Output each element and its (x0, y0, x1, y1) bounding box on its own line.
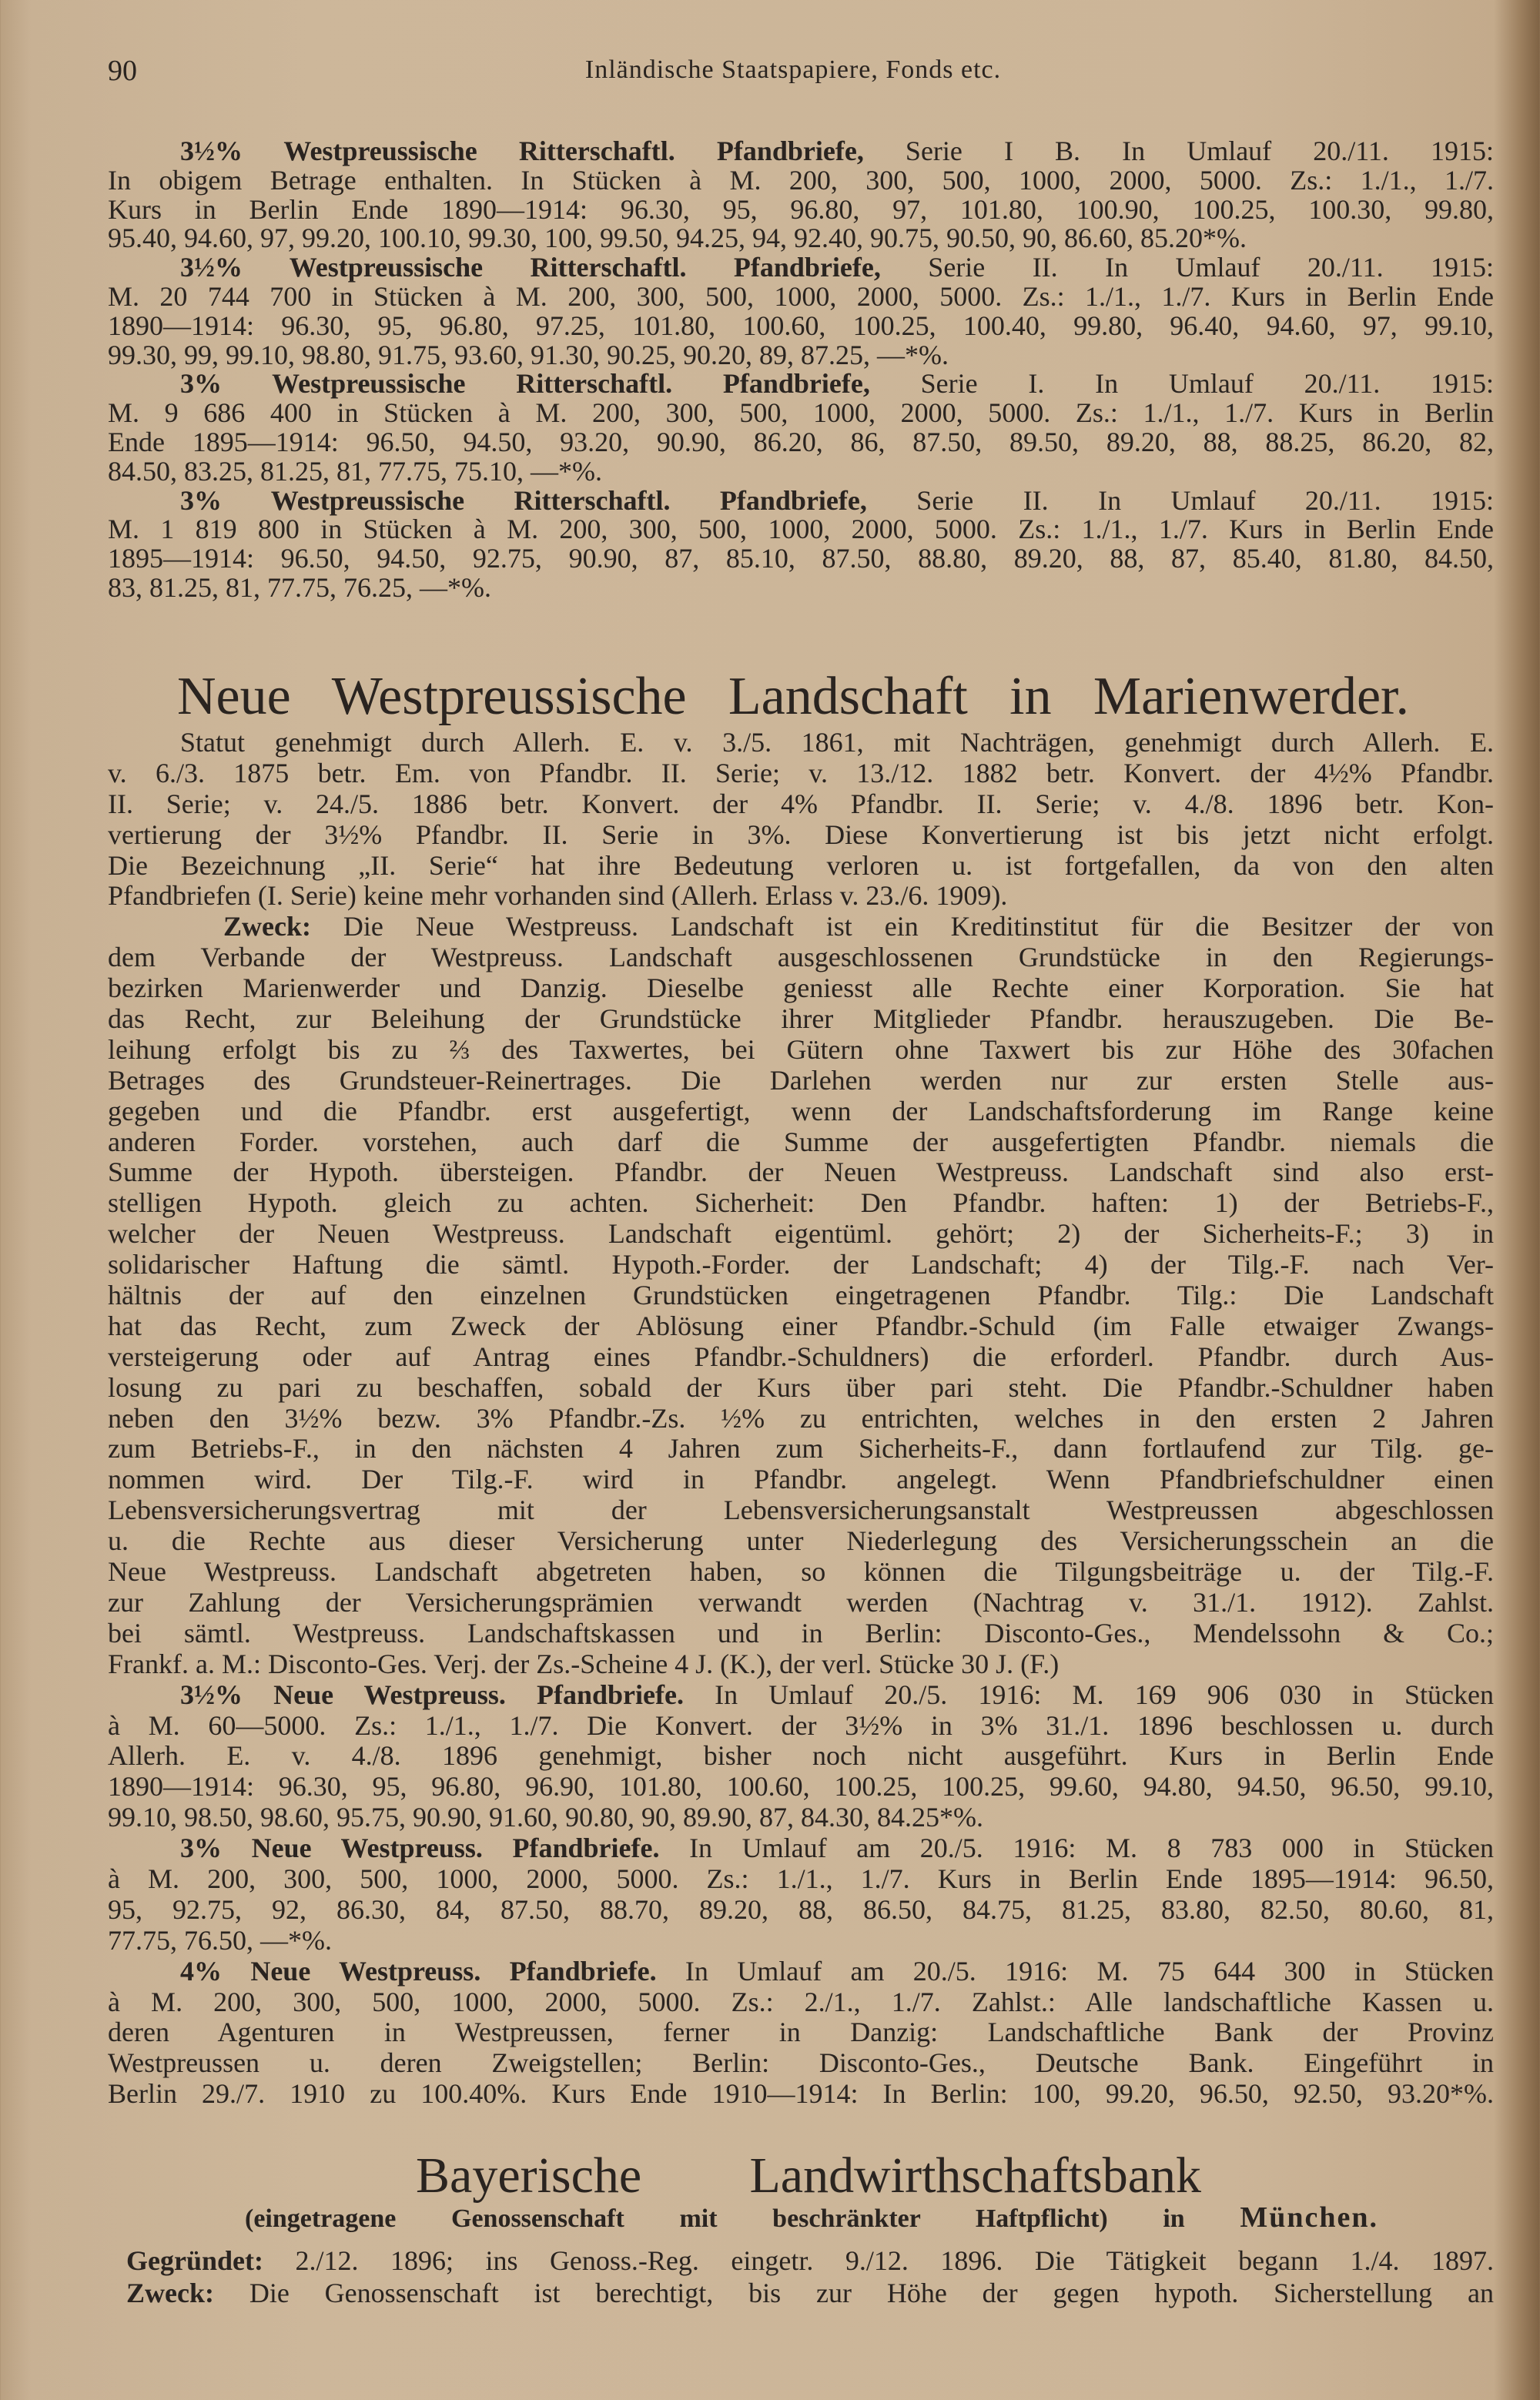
line-text: 83, 81.25, 81, 77.75, 76.25, —*%. (108, 571, 491, 603)
text-line (108, 253, 1494, 283)
paragraph (108, 728, 1494, 912)
line-text: bei sämtl. Westpreuss. Landschaftskassen und in Berlin: Disconto-Ges., Mendelssohn & Co.; (108, 1617, 1494, 1649)
line-text: M. 1 819 800 in Stücken à M. 200, 300, 500, 1000, 2000, 5000. Zs.: 1./1., 1./7. Kurs in Berlin Ende (108, 514, 1494, 545)
line-text: Betrages des Grundsteuer-Reinertrages. Die Darlehen werden nur zur ersten Stelle aus- (108, 1064, 1494, 1096)
text-line (108, 1464, 1494, 1495)
text-line (108, 942, 1494, 973)
paragraph-lead: 3% Westpreussische Ritterschaftl. Pfandbriefe, (180, 368, 870, 400)
paragraph-lead: Zweck: (223, 911, 311, 942)
text-line (108, 1280, 1494, 1311)
text-line (108, 1772, 1494, 1803)
line-text: 1890—1914: 96.30, 95, 96.80, 97.25, 101.80, 100.60, 100.25, 100.40, 99.80, 96.40, 94.60, 97, 99.10, (108, 310, 1494, 341)
line-text: nommen wird. Der Tilg.-F. wird in Pfandbr. angelegt. Wenn Pfandbriefschuldner einen (108, 1464, 1494, 1495)
line-text: 99.30, 99, 99.10, 98.80, 91.75, 93.60, 91.30, 90.25, 90.20, 89, 87.25, —*%. (108, 339, 949, 370)
text-line (108, 758, 1494, 789)
section-subtitle (245, 2201, 1378, 2236)
text-line (108, 2244, 1494, 2277)
line-text: Statut genehmigt durch Allerh. E. v. 3./5. 1861, mit Nachträgen, genehmigt durch Allerh. E. (180, 727, 1494, 758)
line-text: 84.50, 83.25, 81.25, 81, 77.75, 75.10, —*%. (108, 455, 602, 487)
line-text: Die Bezeichnung „II. Serie“ hat ihre Bedeutung verloren u. ist fortgefallen, da von den alten (108, 849, 1494, 881)
text-line (108, 137, 1494, 166)
line-text: hältnis der auf den einzelnen Grundstücken eingetragenen Pfandbr. Tilg.: Die Landschaft (108, 1280, 1494, 1311)
section-heading-neue-westpreussische-landschaft: Neue Westpreussische Landschaft in Marienwerder. (177, 667, 1409, 726)
line-text: 1890—1914: 96.30, 95, 96.80, 96.90, 101.80, 100.60, 100.25, 100.25, 99.60, 94.80, 94.50, 96.50, 99.10, (108, 1771, 1494, 1803)
line-text: gegeben und die Pfandbr. erst ausgefertigt, wenn der Landschaftsforderung im Range keine (108, 1095, 1494, 1126)
text-line (108, 728, 1494, 758)
text-line (108, 851, 1494, 882)
line-text: v. 6./3. 1875 betr. Em. von Pfandbr. II. Serie; v. 13./12. 1882 betr. Konvert. der 4½% Pfandbr. (108, 757, 1494, 788)
line-text: versteigerung oder auf Antrag eines Pfandbr.-Schuldners) die erforderl. Pfandbr. durch Aus- (108, 1341, 1494, 1372)
line-text: hat das Recht, zum Zweck der Ablösung einer Pfandbr.-Schuld (im Falle etwaiger Zwangs- (108, 1310, 1494, 1341)
text-line (108, 193, 1494, 225)
line-text: vertierung der 3½% Pfandbr. II. Serie in 3%. Diese Konvertierung ist bis jetzt nicht erfolgt. (108, 818, 1494, 850)
line-text: 95.40, 94.60, 97, 99.20, 100.10, 99.30, 100, 99.50, 94.25, 94, 92.40, 90.75, 90.50, 90, 86.60, 85.20*%. (108, 223, 1247, 254)
text-line (108, 399, 1494, 428)
text-line (108, 1987, 1494, 2018)
line-text: In Umlauf 20./5. 1916: M. 169 906 030 in Stücken (683, 1679, 1495, 1710)
text-line (108, 515, 1494, 544)
line-text: solidarischer Haftung die sämtl. Hypoth.-Forder. der Landschaft; 4) der Tilg.-F. nach Ver- (108, 1249, 1494, 1280)
text-line (108, 973, 1494, 1004)
line-text: u. die Rechte aus dieser Versicherung unter Niederlegung des Versicherungsschein an die (108, 1525, 1494, 1557)
text-line (108, 2048, 1494, 2079)
paragraph-lead: Zweck: (126, 2278, 214, 2308)
paragraph (108, 2277, 1494, 2309)
line-text: zur Zahlung der Versicherungsprämien verwandt werden (Nachtrag v. 31./1. 1912). Zahlst. (108, 1586, 1494, 1618)
paragraph (108, 137, 1494, 253)
text-line (108, 341, 1494, 370)
text-line (108, 1833, 1494, 1864)
paragraph (108, 484, 1494, 603)
line-text: losung zu pari zu beschaffen, sobald der Kurs über pari steht. Die Pfandbr.-Schuldner haben (108, 1371, 1494, 1403)
page-number: 90 (108, 55, 137, 87)
text-line (108, 881, 1494, 912)
line-text: Lebensversicherungsvertrag mit der Lebensversicherungsanstalt Westpreussen abgeschlossen (108, 1495, 1494, 1526)
text-line (108, 1895, 1494, 1926)
section-neue-westpreussische-landschaft (108, 728, 1494, 2110)
text-line (108, 1404, 1494, 1434)
paragraph-lead: 3½% Westpreussische Ritterschaftl. Pfandbriefe, (180, 136, 864, 166)
text-line (108, 1250, 1494, 1280)
line-text: das Recht, zur Beleihung der Grundstücke ihrer Mitglieder Pfandbr. herauszugeben. Die Be- (108, 1003, 1494, 1035)
text-line (108, 1311, 1494, 1342)
text-line (108, 166, 1494, 196)
text-line (108, 2277, 1494, 2309)
text-line (108, 571, 1494, 603)
text-line (108, 484, 1494, 516)
text-line (108, 1342, 1494, 1373)
text-line (108, 1803, 1494, 1833)
text-line (108, 1926, 1494, 1956)
text-line (108, 312, 1494, 341)
line-text: Serie II. In Umlauf 20./11. 1915: (866, 484, 1494, 516)
line-text: M. 9 686 400 in Stücken à M. 200, 300, 500, 1000, 2000, 5000. Zs.: 1./1., 1./7. Kurs in Berlin (108, 397, 1494, 429)
text-line (108, 1035, 1494, 1066)
text-line (108, 1495, 1494, 1526)
line-text: Neue Westpreuss. Landschaft abgetreten haben, so können die Tilgungsbeiträge u. der Tilg.-F. (108, 1556, 1494, 1588)
line-text: Berlin 29./7. 1910 zu 100.40%. Kurs Ende 1910—1914: In Berlin: 100, 99.20, 96.50, 92.50, 93.20*%. (108, 2078, 1494, 2110)
line-text: In Umlauf am 20./5. 1916: M. 75 644 300 in Stücken (656, 1955, 1495, 1987)
paragraph (108, 253, 1494, 370)
line-text: M. 20 744 700 in Stücken à M. 200, 300, 500, 1000, 2000, 5000. Zs.: 1./1., 1./7. Kurs in Berlin Ende (108, 280, 1494, 312)
line-text: Pfandbriefen (I. Serie) keine mehr vorhanden sind (Allerh. Erlass v. 23./6. 1909). (108, 880, 1008, 912)
section-ritterschaftl-pfandbriefe (108, 137, 1494, 603)
text-line (108, 1219, 1494, 1250)
text-line (108, 1864, 1494, 1895)
text-line (108, 1004, 1494, 1035)
line-text: II. Serie; v. 24./5. 1886 betr. Konvert. der 4% Pfandbr. II. Serie; v. 4./8. 1896 betr. Kon- (108, 788, 1494, 819)
line-text: Kurs in Berlin Ende 1890—1914: 96.30, 95, 96.80, 97, 101.80, 100.90, 100.25, 100.30, 99.80, (108, 193, 1494, 225)
text-line (108, 280, 1494, 312)
line-text: leihung erfolgt bis zu ⅔ des Taxwertes, bei Gütern ohne Taxwert bis zur Höhe des 30fachen (108, 1033, 1494, 1065)
line-text: Die Neue Westpreuss. Landschaft ist ein Kreditinstitut für die Besitzer der von (310, 911, 1494, 942)
line-text: neben den 3½% bezw. 3% Pfandbr.-Zs. ½% zu entrichten, welches in den ersten 2 Jahren (108, 1402, 1494, 1434)
paragraph-lead: 3% Neue Westpreuss. Pfandbriefe. (180, 1833, 660, 1864)
text-line (108, 1711, 1494, 1742)
line-text: Die Genossenschaft ist berechtigt, bis zur Höhe der gegen hypoth. Sicherstellung an (213, 2278, 1494, 2308)
text-line (108, 2079, 1494, 2110)
line-text: dem Verbande der Westpreuss. Landschaft ausgeschlossenen Grundstücke in den Regierungs- (108, 942, 1494, 973)
text-line (108, 1649, 1494, 1680)
text-line (108, 1618, 1494, 1649)
paragraph (108, 1680, 1494, 1833)
text-line (108, 1157, 1494, 1188)
text-line (108, 370, 1494, 399)
text-line (108, 789, 1494, 820)
paragraph-lead: 3½% Westpreussische Ritterschaftl. Pfandbriefe, (180, 252, 881, 283)
line-text: Serie I B. In Umlauf 20./11. 1915: (863, 136, 1495, 166)
line-text: Summe der Hypoth. übersteigen. Pfandbr. der Neuen Westpreuss. Landschaft sind also erst- (108, 1156, 1494, 1188)
text-line (108, 1557, 1494, 1588)
text-line (108, 912, 1494, 942)
line-text: à M. 200, 300, 500, 1000, 2000, 5000. Zs.: 1./1., 1./7. Kurs in Berlin Ende 1895—1914: 96.50, (108, 1863, 1494, 1894)
line-text: Allerh. E. v. 4./8. 1896 genehmigt, bisher noch nicht ausgeführt. Kurs in Berlin Ende (108, 1740, 1494, 1772)
line-text: deren Agenturen in Westpreussen, ferner in Danzig: Landschaftliche Bank der Provinz (108, 2017, 1494, 2048)
text-line (108, 1096, 1494, 1127)
text-line (108, 1680, 1494, 1711)
paragraph (108, 2244, 1494, 2277)
paragraph-lead: 3% Westpreussische Ritterschaftl. Pfandbriefe, (180, 484, 867, 516)
line-text: Westpreussen u. deren Zweigstellen; Berlin: Disconto-Ges., Deutsche Bank. Eingeführt in (108, 2047, 1494, 2079)
line-text: Frankf. a. M.: Disconto-Ges. Verj. der Zs.-Scheine 4 J. (K.), der verl. Stücke 30 J. (F.) (108, 1648, 1060, 1679)
line-text: bezirken Marienwerder und Danzig. Dieselbe geniesst alle Rechte einer Korporation. Sie hat (108, 972, 1494, 1004)
line-text: 77.75, 76.50, —*%. (108, 1924, 332, 1956)
line-text: stelligen Hypoth. gleich zu achten. Sicherheit: Den Pfandbr. haften: 1) der Betriebs-F., (108, 1187, 1494, 1219)
paragraph (108, 912, 1494, 1679)
line-text: Ende 1895—1914: 96.50, 94.50, 93.20, 90.90, 86.20, 86, 87.50, 89.50, 89.20, 88, 88.25, 86.20, 82, (108, 426, 1494, 457)
line-text: 99.10, 98.50, 98.60, 95.75, 90.90, 91.60, 90.80, 90, 89.90, 87, 84.30, 84.25*%. (108, 1802, 983, 1833)
text-line (108, 820, 1494, 851)
line-text: 2./12. 1896; ins Genoss.-Reg. eingetr. 9./12. 1896. Die Tätigkeit begann 1./4. 1897. (263, 2245, 1494, 2276)
paragraph-lead: Gegründet: (126, 2245, 263, 2276)
text-line (108, 2017, 1494, 2048)
text-line (108, 544, 1494, 574)
text-line (108, 1741, 1494, 1772)
line-text: 95, 92.75, 92, 86.30, 84, 87.50, 88.70, 89.20, 88, 86.50, 84.75, 81.25, 83.80, 82.50, 80.60, 81, (108, 1893, 1494, 1925)
subtitle-city: München. (1240, 2201, 1379, 2234)
text-line (108, 1188, 1494, 1219)
line-text: 1895—1914: 96.50, 94.50, 92.75, 90.90, 87, 85.10, 87.50, 88.80, 89.20, 88, 87, 85.40, 81.80, 84.50, (108, 543, 1494, 574)
line-text: welcher der Neuen Westpreuss. Landschaft eigentüml. gehört; 2) der Sicherheits-F.; 3) in (108, 1218, 1494, 1250)
text-line (108, 1434, 1494, 1464)
line-text: à M. 200, 300, 500, 1000, 2000, 5000. Zs.: 2./1., 1./7. Zahlst.: Alle landschaftliche Kassen u. (108, 1986, 1494, 2017)
text-line (108, 428, 1494, 457)
line-text: anderen Forder. vorstehen, auch darf die Summe der ausgefertigten Pfandbr. niemals die (108, 1126, 1494, 1157)
text-line (108, 224, 1494, 253)
line-text: In Umlauf am 20./5. 1916: M. 8 783 000 in Stücken (659, 1833, 1495, 1864)
section-bayerische-landwirthschaftsbank (108, 2244, 1494, 2309)
section-heading-bayerische-landwirthschaftsbank: Bayerische Landwirthschaftsbank (416, 2147, 1201, 2204)
text-line (108, 1373, 1494, 1404)
line-text: Serie II. In Umlauf 20./11. 1915: (880, 252, 1494, 283)
paragraph-lead: 4% Neue Westpreuss. Pfandbriefe. (180, 1955, 657, 1987)
line-text: zum Betriebs-F., in den nächsten 4 Jahren zum Sicherheits-F., dann fortlaufend zur Tilg. ge- (108, 1433, 1494, 1464)
paragraph (108, 370, 1494, 486)
line-text: à M. 60—5000. Zs.: 1./1., 1./7. Die Konvert. der 3½% in 3% 31./1. 1896 beschlossen u. durch (108, 1709, 1494, 1741)
text-line (108, 1066, 1494, 1096)
line-text: Serie I. In Umlauf 20./11. 1915: (869, 368, 1494, 400)
running-title: Inländische Staatspapiere, Fonds etc. (584, 55, 1002, 84)
text-line (108, 1526, 1494, 1557)
subtitle-text: (eingetragene Genossenschaft mit beschränkter Haftpflicht) in (245, 2204, 1185, 2233)
text-line (108, 1127, 1494, 1158)
text-line (108, 1956, 1494, 1987)
text-line (108, 457, 1494, 487)
text-line (108, 1588, 1494, 1618)
paragraph (108, 1833, 1494, 1956)
paragraph (108, 1956, 1494, 2110)
paragraph-lead: 3½% Neue Westpreuss. Pfandbriefe. (180, 1679, 684, 1710)
line-text: In obigem Betrage enthalten. In Stücken à M. 200, 300, 500, 1000, 2000, 5000. Zs.: 1./1., 1./7. (108, 164, 1494, 196)
